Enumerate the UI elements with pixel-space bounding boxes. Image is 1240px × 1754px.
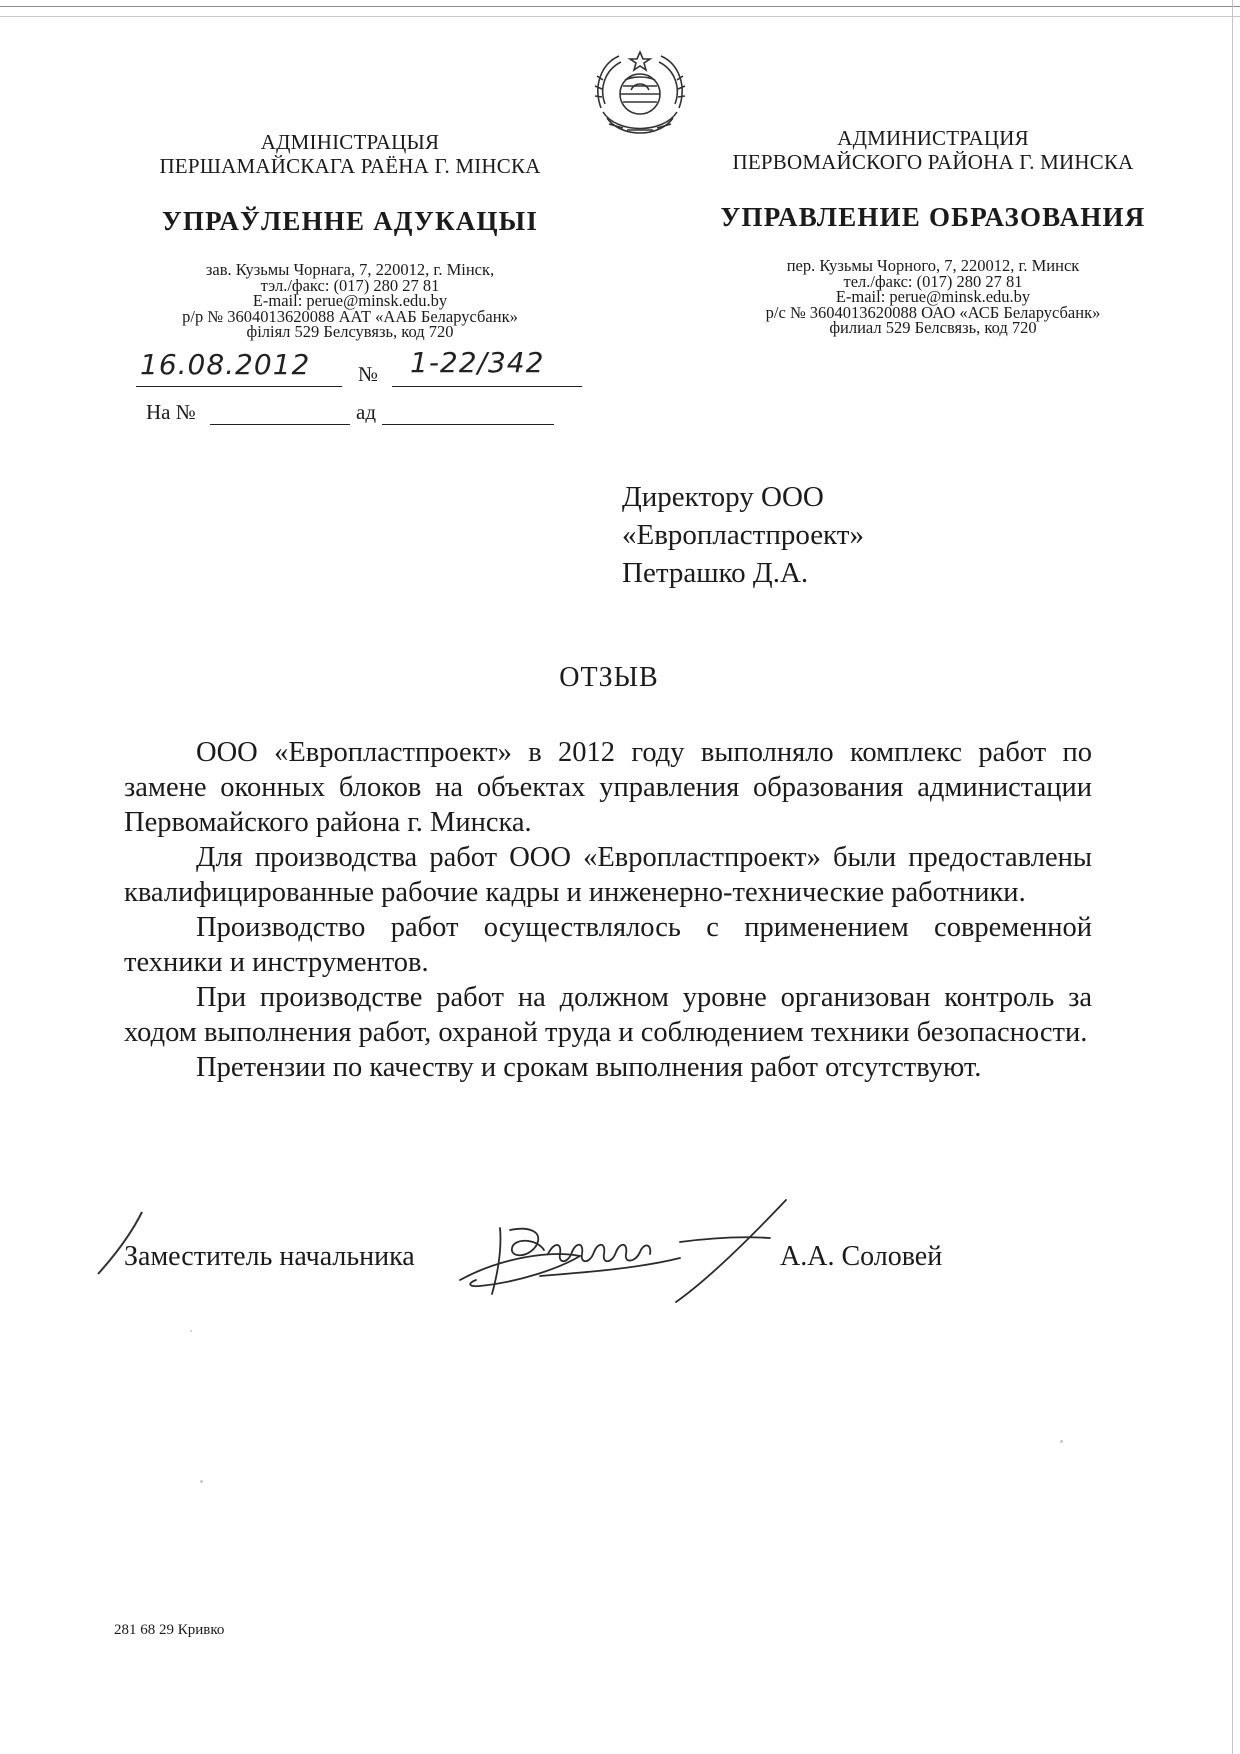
reference-label: На №	[146, 400, 196, 424]
document-title: ОТЗЫВ	[559, 662, 659, 693]
header-left-phone: тэл./факс: (017) 280 27 81	[260, 275, 440, 295]
header-left-admin-line2: ПЕРШАМАЙСКАГА РАЁНА Г. МІНСКА	[159, 154, 541, 178]
header-right-account: р/с № 3604013620088 ОАО «АСБ Беларусбанк»	[765, 302, 1101, 322]
number-underline	[392, 386, 582, 387]
signatory-name: А.А. Соловей	[780, 1241, 943, 1272]
addressee-line: Петрашко Д.А.	[622, 557, 809, 589]
scan-speck	[1060, 1440, 1063, 1443]
executor-note: 281 68 29 Кривко	[114, 1622, 225, 1638]
date-underline	[136, 386, 342, 387]
header-right-admin-line1: АДМИНИСТРАЦИЯ	[837, 126, 1029, 150]
header-left-address: зав. Кузьмы Чорнага, 7, 220012, г. Мінск,	[205, 260, 495, 279]
header-left-account: р/р № 3604013620088 ААТ «ААБ Беларусбанк»	[182, 306, 518, 326]
addressee-line: Директору ООО	[622, 481, 824, 513]
header-right-department: УПРАВЛЕНИЕ ОБРАЗОВАНИЯ	[720, 202, 1146, 232]
header-left	[115, 130, 585, 178]
header-left-department-block	[115, 206, 585, 237]
header-right-address: пер. Кузьмы Чорного, 7, 220012, г. Минск	[786, 256, 1080, 275]
registration-number: 1-22/342	[410, 346, 545, 379]
reference-underline	[210, 424, 350, 425]
header-right-email: E-mail: perue@minsk.edu.by	[835, 287, 1031, 306]
scan-speck	[190, 1330, 192, 1332]
header-left-branch: філіял 529 Белсувязь, код 720	[246, 322, 454, 341]
header-left-admin-line1: АДМІНІСТРАЦЫЯ	[260, 130, 440, 154]
header-right-department-block	[698, 202, 1168, 233]
body-paragraph: Производство работ осуществлялось с применением современной техники и инструментов.	[124, 912, 1092, 978]
reference-from-label: ад	[356, 400, 377, 424]
handwritten-signature	[440, 1198, 820, 1308]
header-left-requisites	[115, 262, 585, 340]
signatory-position: Заместитель начальника	[124, 1241, 415, 1272]
body-paragraph: Для производства работ ООО «Европластпроект» были предоставлены квалифицированные рабочие кадры и инженерно-технические работники.	[124, 842, 1092, 908]
document-body	[124, 735, 1092, 1085]
addressee-block	[622, 478, 864, 592]
scan-speck	[200, 1480, 203, 1483]
scan-edge-line	[1232, 0, 1233, 1754]
body-paragraph: При производстве работ на должном уровне организован контроль за ходом выполнения работ, охраной труда и соблюдением техники безопасности.	[124, 982, 1092, 1048]
header-right-requisites	[698, 258, 1168, 336]
body-paragraph: ООО «Европластпроект» в 2012 году выполняло комплекс работ по замене оконных блоков на объектах управления образования администации Первомайского района г. Минска.	[124, 737, 1092, 838]
header-left-email: E-mail: perue@minsk.edu.by	[252, 291, 448, 310]
body-paragraph: Претензии по качеству и срокам выполнения работ отсутствуют.	[196, 1052, 982, 1083]
header-right-phone: тел./факс: (017) 280 27 81	[843, 271, 1023, 291]
scan-edge-line	[0, 6, 1240, 7]
header-right-admin-line2: ПЕРВОМАЙСКОГО РАЙОНА Г. МИНСКА	[732, 150, 1134, 174]
state-emblem-icon	[587, 46, 693, 146]
header-right	[698, 126, 1168, 174]
scan-edge-line	[0, 16, 1240, 17]
header-right-branch: филиал 529 Белсвязь, код 720	[829, 318, 1037, 337]
registration-number-label: №	[358, 362, 379, 386]
addressee-line: «Европластпроект»	[622, 519, 864, 551]
registration-date: 16.08.2012	[140, 348, 311, 381]
header-left-department: УПРАЎЛЕННЕ АДУКАЦЫІ	[161, 206, 539, 236]
reference-date-underline	[382, 424, 554, 425]
